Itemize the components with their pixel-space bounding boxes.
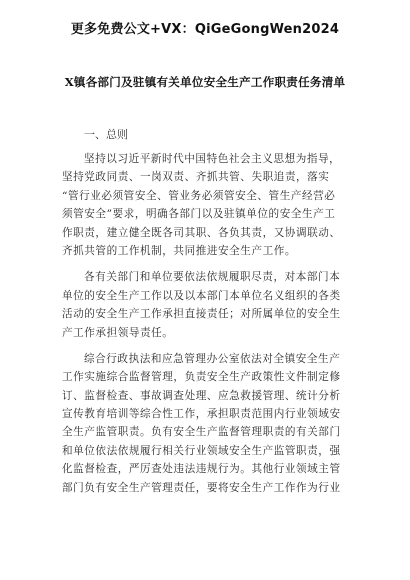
paragraph-3 bbox=[62, 350, 346, 497]
text-line: 各有关部门和单位要依法依规履职尽责，对本部门本 bbox=[84, 271, 341, 284]
watermark-header: 更多免费公文+VX：QiGeGongWen2024 bbox=[70, 22, 340, 37]
text-line: 产工作承担领导责任。 bbox=[62, 326, 174, 339]
text-line: 单位的安全生产工作以及以本部门本单位名义组织的各类 bbox=[62, 289, 341, 302]
text-line: 作职责，建立健全既各司其职、各负其责，又协调联动、 bbox=[62, 226, 341, 239]
text-line: 部门负有安全生产管理责任，要将安全生产工作作为行业 bbox=[62, 481, 341, 494]
text-line: 坚持以习近平新时代中国特色社会主义思想为指导， bbox=[84, 153, 341, 165]
document-body bbox=[62, 150, 346, 497]
text-line: 订、监督检查、事故调查处理、应急救援管理、统计分析 bbox=[62, 389, 341, 402]
text-line: 坚持党政同责、一岗双责、齐抓共管、失职追责，落实 bbox=[62, 171, 330, 184]
text-line: 化监督检查，严厉查处违法违规行为。其他行业领域主管 bbox=[62, 463, 341, 476]
text-line: 全生产监管职责。负有安全生产监督管理职责的有关部门 bbox=[62, 426, 341, 439]
text-line: 综合行政执法和应急管理办公室依法对全镇安全生产 bbox=[84, 352, 341, 365]
text-line: 宣传教育培训等综合性工作，承担职责范围内行业领域安 bbox=[62, 408, 341, 421]
text-line: 工作实施综合监督管理，负责安全生产政策性文件制定修 bbox=[62, 371, 341, 384]
section-heading-general: 一、总则 bbox=[84, 128, 128, 141]
paragraph-1 bbox=[62, 150, 346, 260]
text-line: “管行业必须管安全、管业务必须管安全、管生产经营必 bbox=[62, 189, 336, 202]
paragraph-2 bbox=[62, 268, 346, 342]
text-line: 齐抓共管的工作机制，共同推进安全生产工作。 bbox=[62, 244, 297, 257]
document-title: X镇各部门及驻镇有关单位安全生产工作职责任务清单 bbox=[64, 75, 346, 89]
text-line: 活动的安全生产工作承担直接责任；对所属单位的安全生 bbox=[62, 308, 341, 321]
text-line: 须管安全”要求，明确各部门以及驻镇单位的安全生产工 bbox=[62, 208, 336, 221]
text-line: 和单位依法依规履行相关行业领域安全生产监管职责，强 bbox=[62, 444, 341, 457]
